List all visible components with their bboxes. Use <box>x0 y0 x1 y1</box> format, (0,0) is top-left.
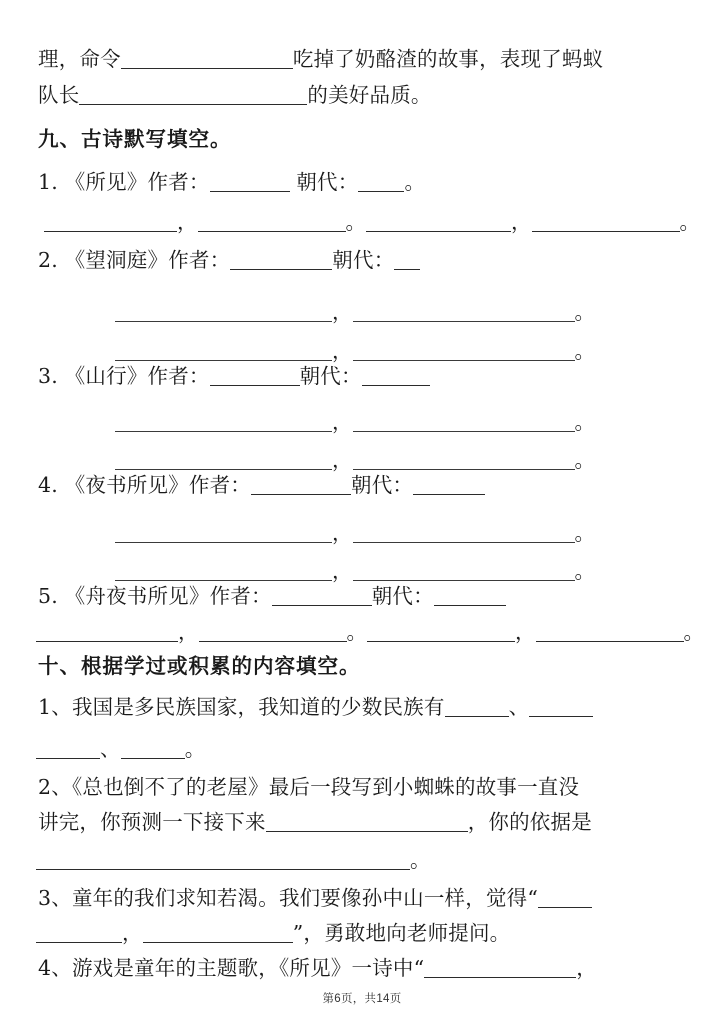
dynasty-label: 朝代： <box>299 364 362 388</box>
period-mark: 。 <box>345 210 366 234</box>
dynasty-label: 朝代： <box>351 473 414 497</box>
author-blank[interactable] <box>210 366 300 386</box>
section-ten-item-3-line1 <box>38 888 694 909</box>
period-mark: 。 <box>574 339 595 363</box>
dynasty-label: 朝代： <box>296 170 359 194</box>
poem-blank[interactable] <box>44 212 177 232</box>
section-nine-heading: 九、古诗默写填空。 <box>38 128 232 151</box>
item-number: 2、 <box>38 775 72 799</box>
carryover-text-before-blank-2: 队长 <box>38 83 80 107</box>
poem-blank[interactable] <box>115 523 332 543</box>
fill-blank[interactable] <box>266 812 468 832</box>
carryover-text-after-blank: 吃掉了奶酪渣的故事，表现了蚂蚁 <box>292 47 604 71</box>
poem-item-4-header <box>38 475 694 496</box>
quote-blank[interactable] <box>36 923 122 943</box>
poem-item-2-answer-line-1 <box>115 302 595 323</box>
author-label: 作者： <box>188 473 251 497</box>
dynasty-blank[interactable] <box>434 586 506 606</box>
poem-blank[interactable] <box>115 412 332 432</box>
item-number: 1. <box>38 170 58 194</box>
poem-blank[interactable] <box>199 622 347 642</box>
item-text: 童年的我们求知若渴。我们要像孙中山一样，觉得“ <box>71 886 539 910</box>
poem-title: 《所见》 <box>64 170 148 194</box>
comma-mark: ， <box>515 620 536 644</box>
poem-title: 《山行》 <box>64 364 148 388</box>
poem-blank[interactable] <box>115 341 332 361</box>
fill-blank[interactable] <box>121 739 185 759</box>
poem-blank[interactable] <box>353 450 575 470</box>
carryover-text-before-blank: 理，命令 <box>38 47 121 71</box>
quote-blank[interactable] <box>143 923 293 943</box>
comma-mark: ， <box>177 210 198 234</box>
period-mark: 。 <box>404 170 426 194</box>
poem-blank[interactable] <box>115 450 332 470</box>
item-number: 4. <box>38 473 58 497</box>
section-ten-item-2-line1 <box>38 777 694 798</box>
item-text: 讲完，你预测一下接下来 <box>38 810 266 834</box>
item-number: 3、 <box>38 886 72 910</box>
comma-mark: ， <box>332 300 353 324</box>
poem-blank[interactable] <box>367 622 515 642</box>
fill-blank[interactable] <box>445 697 509 717</box>
dynasty-blank[interactable] <box>413 475 485 495</box>
author-blank[interactable] <box>210 172 290 192</box>
section-ten-item-3-line2 <box>36 923 692 944</box>
item-text: 我国是多民族国家，我知道的少数民族有 <box>71 695 445 719</box>
poem-item-2-answer-line-2 <box>115 341 595 362</box>
poem-item-1-header <box>38 172 694 193</box>
dynasty-blank[interactable] <box>394 250 420 270</box>
poem-item-2-header <box>38 250 694 271</box>
page-footer: 第6页，共14页 <box>322 993 402 1005</box>
poem-blank[interactable] <box>198 212 346 232</box>
author-label: 作者： <box>147 170 210 194</box>
fill-blank[interactable] <box>121 49 293 69</box>
fill-blank[interactable] <box>36 739 100 759</box>
section-ten-item-1-line2 <box>36 739 692 760</box>
fill-blank[interactable] <box>79 85 307 105</box>
poem-item-1-answer-line <box>44 212 700 233</box>
period-mark: 。 <box>574 300 595 324</box>
poem-blank[interactable] <box>115 561 332 581</box>
poem-title: 《舟夜书所见》 <box>64 584 210 608</box>
carryover-paragraph-line2 <box>38 85 694 106</box>
poem-blank[interactable] <box>366 212 511 232</box>
dynasty-label: 朝代： <box>332 248 395 272</box>
poem-blank[interactable] <box>353 341 575 361</box>
item-text: ”，勇敢地向老师提问。 <box>292 921 511 945</box>
author-blank[interactable] <box>251 475 351 495</box>
poem-blank[interactable] <box>115 302 332 322</box>
separator-mark: 、 <box>508 695 530 719</box>
period-mark: 。 <box>346 620 367 644</box>
item-text: ，你的依据是 <box>467 810 592 834</box>
item-number: 5. <box>38 584 58 608</box>
period-mark: 。 <box>574 448 595 472</box>
section-ten-heading: 十、根据学过或积累的内容填空。 <box>38 655 361 678</box>
carryover-text-after-blank-2: 的美好品质。 <box>307 83 432 107</box>
poem-blank[interactable] <box>353 523 575 543</box>
section-ten-item-1-line1 <box>38 697 694 718</box>
comma-mark: ， <box>332 410 353 434</box>
comma-mark: ， <box>178 620 199 644</box>
poem-blank[interactable] <box>532 212 680 232</box>
poem-title: 《望洞庭》 <box>64 248 169 272</box>
item-number: 2. <box>38 248 58 272</box>
poem-blank[interactable] <box>36 622 178 642</box>
author-label: 作者： <box>209 584 272 608</box>
period-mark: 。 <box>574 521 595 545</box>
poem-item-4-answer-line-1 <box>115 523 595 544</box>
section-ten-item-2-line2 <box>38 812 694 833</box>
item-number: 1、 <box>38 695 72 719</box>
comma-mark: ， <box>511 210 532 234</box>
poem-blank[interactable] <box>536 622 684 642</box>
item-text: 《总也倒不了的老屋》最后一段写到小蜘蛛的故事一直没 <box>71 775 580 799</box>
dynasty-blank[interactable] <box>362 366 430 386</box>
poem-item-5-header <box>38 586 694 607</box>
period-mark: 。 <box>184 737 206 761</box>
fill-blank[interactable] <box>36 850 410 870</box>
fill-blank[interactable] <box>529 697 593 717</box>
item-number: 3. <box>38 364 58 388</box>
poem-item-4-answer-line-2 <box>115 561 595 582</box>
separator-mark: 、 <box>100 737 121 761</box>
author-label: 作者： <box>147 364 210 388</box>
author-label: 作者： <box>168 248 231 272</box>
section-ten-item-2-line3 <box>36 850 692 871</box>
poem-item-3-answer-line-2 <box>115 450 595 471</box>
dynasty-blank[interactable] <box>358 172 404 192</box>
poem-blank[interactable] <box>353 561 575 581</box>
comma-mark: ， <box>332 521 353 545</box>
poem-blank[interactable] <box>353 412 575 432</box>
carryover-paragraph-line1 <box>38 49 694 70</box>
comma-mark: ， <box>332 559 353 583</box>
comma-mark: ， <box>122 921 143 945</box>
author-blank[interactable] <box>230 250 332 270</box>
section-ten-item-4-line1 <box>38 958 694 979</box>
poem-item-5-answer-line <box>36 622 704 643</box>
period-mark: 。 <box>574 410 595 434</box>
period-mark: 。 <box>679 210 700 234</box>
quote-blank[interactable] <box>424 958 576 978</box>
poem-item-3-answer-line-1 <box>115 412 595 433</box>
author-blank[interactable] <box>272 586 372 606</box>
comma-mark: ， <box>332 448 353 472</box>
item-text: 游戏是童年的主题歌，《所见》一诗中“ <box>71 956 425 980</box>
period-mark: 。 <box>410 848 431 872</box>
poem-blank[interactable] <box>353 302 575 322</box>
poem-item-3-header <box>38 366 694 387</box>
comma-mark: ， <box>576 956 597 980</box>
poem-title: 《夜书所见》 <box>64 473 189 497</box>
item-number: 4、 <box>38 956 72 980</box>
dynasty-label: 朝代： <box>371 584 434 608</box>
period-mark: 。 <box>683 620 704 644</box>
period-mark: 。 <box>574 559 595 583</box>
comma-mark: ， <box>332 339 353 363</box>
quote-blank[interactable] <box>538 888 592 908</box>
